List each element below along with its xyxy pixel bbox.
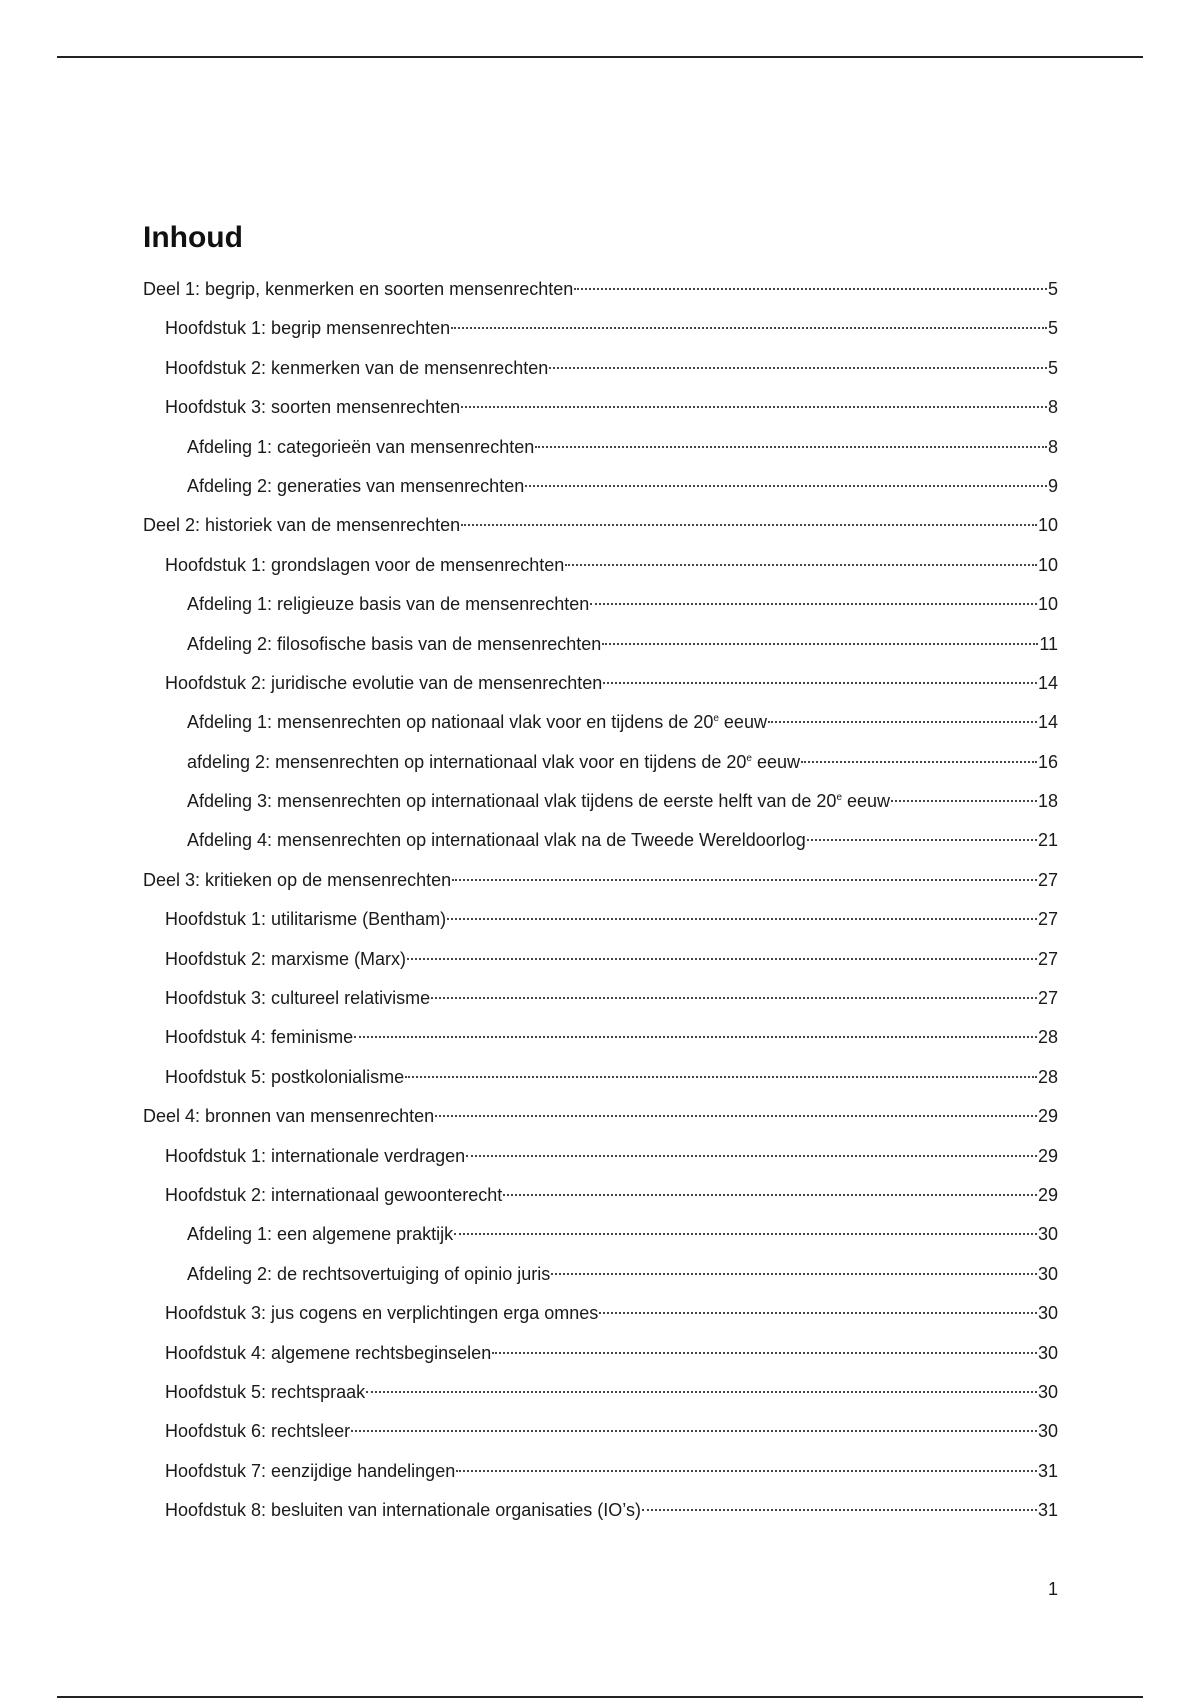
toc-entry-page: 9 [1047, 475, 1058, 496]
toc-title: Inhoud [143, 221, 243, 254]
toc-entry[interactable] [143, 508, 1058, 547]
toc-entry[interactable] [143, 863, 1058, 902]
toc-dot-leader [801, 761, 1037, 763]
toc-dot-leader [454, 1233, 1037, 1235]
toc-dot-leader [768, 721, 1037, 723]
toc-entry-text [187, 1257, 550, 1291]
toc-entry-page: 30 [1037, 1303, 1058, 1324]
toc-entry[interactable] [143, 1217, 1058, 1256]
toc-entry-label: Hoofdstuk 2: internationaal gewoonterecht [165, 1184, 503, 1205]
toc-entry-superscript: e [746, 752, 752, 764]
toc-entry-label: Deel 1: begrip, kenmerken en soorten mensenrechten [143, 279, 574, 299]
toc-dot-leader [431, 997, 1037, 999]
toc-entry[interactable] [143, 627, 1058, 666]
toc-entry-page: 5 [1047, 357, 1058, 378]
toc-entry-page: 27 [1037, 909, 1058, 930]
toc-entry-page: 30 [1037, 1421, 1058, 1442]
toc-entry-text [165, 1296, 598, 1330]
toc-entry[interactable] [143, 311, 1058, 350]
toc-entry-page: 21 [1037, 830, 1058, 851]
toc-entry-text [165, 902, 446, 936]
toc-entry-label: Hoofdstuk 8: besluiten van internationale organisaties (IO’s) [165, 1500, 641, 1521]
toc-entry-label: Hoofdstuk 4: algemene rechtsbeginselen [165, 1342, 492, 1363]
toc-entry-page: 30 [1037, 1342, 1058, 1363]
toc-entry-page: 14 [1037, 672, 1058, 693]
toc-entry-text [187, 1217, 453, 1251]
toc-entry-text [187, 823, 806, 857]
toc-entry[interactable] [143, 1178, 1058, 1217]
toc-entry-label: Hoofdstuk 1: internationale verdragen [165, 1145, 466, 1166]
toc-dot-leader [599, 1312, 1037, 1314]
toc-dot-leader [461, 406, 1047, 408]
toc-dot-leader [447, 918, 1037, 920]
toc-entry-text [165, 1139, 465, 1173]
toc-entry-page: 31 [1037, 1500, 1058, 1521]
toc-dot-leader [642, 1509, 1037, 1511]
toc-dot-leader [452, 879, 1037, 881]
toc-entry-label: Hoofdstuk 1: begrip mensenrechten [165, 318, 451, 339]
toc-dot-leader [590, 603, 1037, 605]
toc-entry-page: 10 [1037, 515, 1058, 536]
toc-entry-page: 10 [1037, 594, 1058, 615]
toc-entry-page: 29 [1037, 1184, 1058, 1205]
toc-entry-page: 27 [1037, 948, 1058, 969]
toc-entry-page: 31 [1037, 1460, 1058, 1481]
footer-rule [57, 1696, 1143, 1698]
toc-entry-label: Hoofdstuk 1: utilitarisme (Bentham) [165, 909, 447, 930]
toc-entry-text [187, 587, 589, 621]
toc-entry-page: 27 [1037, 988, 1058, 1009]
toc-entry-text [165, 351, 548, 385]
toc-entry-text [187, 469, 524, 503]
toc-entry-label: Afdeling 4: mensenrechten op internationaal vlak na de Tweede Wereldoorlog [187, 830, 806, 851]
toc-dot-leader [602, 643, 1038, 645]
toc-entry-label: Hoofdstuk 1: grondslagen voor de mensenrechten [165, 554, 565, 575]
toc-entry[interactable] [143, 1336, 1058, 1375]
toc-entry-label: Afdeling 2: generaties van mensenrechten [187, 475, 525, 496]
toc-entry-text [143, 272, 573, 306]
toc-entry-label: Hoofdstuk 4: feminisme [165, 1027, 354, 1048]
toc-entry[interactable] [143, 1375, 1058, 1414]
toc-dot-leader [565, 564, 1037, 566]
toc-entry-label: Deel 4: bronnen van mensenrechten [143, 1106, 435, 1127]
toc-entry-label: Hoofdstuk 3: cultureel relativisme [165, 988, 431, 1009]
toc-entry[interactable] [143, 784, 1058, 823]
toc-dot-leader [551, 1273, 1037, 1275]
toc-dot-leader [574, 288, 1047, 290]
toc-dot-leader [535, 446, 1047, 448]
table-of-contents [143, 272, 1058, 1533]
toc-dot-leader [549, 367, 1047, 369]
toc-entry[interactable] [143, 705, 1058, 744]
toc-entry[interactable] [143, 902, 1058, 941]
toc-entry-text [187, 627, 601, 661]
toc-entry-label: Afdeling 2: filosofische basis van de mensenrechten [187, 633, 602, 654]
toc-dot-leader [461, 524, 1037, 526]
toc-entry[interactable] [143, 666, 1058, 705]
toc-entry-label-suffix: eeuw [718, 712, 767, 733]
toc-entry[interactable] [143, 1020, 1058, 1059]
toc-entry-text [165, 942, 406, 976]
toc-entry-text [165, 390, 460, 424]
toc-entry[interactable] [143, 1060, 1058, 1099]
toc-entry[interactable] [143, 981, 1058, 1020]
toc-entry-label: Hoofdstuk 2: juridische evolutie van de mensenrechten [165, 672, 603, 693]
toc-entry-label: Hoofdstuk 5: rechtspraak [165, 1381, 366, 1402]
toc-entry-text [165, 1020, 353, 1054]
toc-dot-leader [407, 958, 1037, 960]
toc-entry-page: 30 [1037, 1381, 1058, 1402]
toc-entry-label: Hoofdstuk 2: marxisme (Marx) [165, 948, 407, 969]
toc-entry-label: Hoofdstuk 3: jus cogens en verplichtingen erga omnes [165, 1303, 599, 1324]
toc-entry-text [165, 1178, 502, 1212]
toc-entry-superscript: e [713, 713, 719, 725]
toc-entry[interactable] [143, 587, 1058, 626]
toc-entry[interactable] [143, 548, 1058, 587]
toc-entry-label: Hoofdstuk 6: rechtsleer [165, 1421, 351, 1442]
toc-entry-label: afdeling 2: mensenrechten op internationaal vlak voor en tijdens de 20 [187, 751, 747, 772]
toc-entry-label: Afdeling 3: mensenrechten op internationaal vlak tijdens de eerste helft van de 20 [187, 791, 837, 812]
toc-dot-leader [525, 485, 1047, 487]
toc-entry-label-suffix: eeuw [751, 751, 800, 772]
toc-dot-leader [451, 327, 1047, 329]
toc-entry-label: Hoofdstuk 3: soorten mensenrechten [165, 397, 461, 418]
toc-entry-text [187, 745, 800, 779]
toc-entry[interactable] [143, 1139, 1058, 1178]
toc-entry-page: 29 [1037, 1145, 1058, 1166]
toc-entry-label-suffix: eeuw [842, 791, 891, 812]
toc-entry-page: 30 [1037, 1263, 1058, 1284]
toc-entry[interactable] [143, 1414, 1058, 1453]
toc-entry-text [165, 548, 564, 582]
toc-entry[interactable] [143, 942, 1058, 981]
toc-entry-page: 27 [1037, 869, 1058, 890]
toc-entry-label: Hoofdstuk 7: eenzijdige handelingen [165, 1460, 456, 1481]
toc-entry[interactable] [143, 745, 1058, 784]
toc-entry-label: Afdeling 1: een algemene praktijk [187, 1224, 454, 1245]
toc-entry-text [165, 1493, 641, 1527]
toc-entry-page: 16 [1037, 751, 1058, 772]
toc-entry-page: 8 [1047, 436, 1058, 457]
toc-entry[interactable] [143, 823, 1058, 862]
toc-entry-text [165, 1414, 350, 1448]
toc-dot-leader [891, 800, 1037, 802]
toc-entry-text [187, 430, 534, 464]
toc-entry-text [165, 1060, 404, 1094]
toc-entry-text [165, 311, 450, 345]
toc-entry-text [143, 1099, 434, 1133]
toc-dot-leader [807, 839, 1037, 841]
toc-entry[interactable] [143, 272, 1058, 311]
toc-entry-text [187, 705, 767, 739]
toc-entry-text [165, 981, 430, 1015]
toc-entry-text [143, 863, 451, 897]
toc-entry-label: Deel 2: historiek van de mensenrechten [143, 515, 461, 536]
toc-entry-page: 11 [1039, 633, 1058, 654]
toc-dot-leader [456, 1470, 1037, 1472]
toc-dot-leader [405, 1076, 1037, 1078]
toc-entry-text [187, 784, 890, 818]
toc-entry-label: Hoofdstuk 5: postkolonialisme [165, 1066, 405, 1087]
toc-entry[interactable] [143, 390, 1058, 429]
toc-entry[interactable] [143, 430, 1058, 469]
toc-entry-page: 5 [1047, 318, 1058, 339]
toc-dot-leader [503, 1194, 1037, 1196]
toc-entry-page: 18 [1037, 791, 1058, 812]
toc-entry[interactable] [143, 469, 1058, 508]
toc-dot-leader [366, 1391, 1037, 1393]
toc-entry[interactable] [143, 1493, 1058, 1532]
toc-dot-leader [492, 1352, 1037, 1354]
toc-entry-label: Afdeling 1: religieuze basis van de mensenrechten [187, 594, 590, 615]
toc-entry[interactable] [143, 1454, 1058, 1493]
toc-entry-superscript: e [836, 792, 842, 804]
header-rule [57, 56, 1143, 58]
toc-entry-label: Deel 3: kritieken op de mensenrechten [143, 869, 452, 890]
toc-entry-label: Afdeling 1: categorieën van mensenrechten [187, 436, 535, 457]
toc-entry-label: Hoofdstuk 2: kenmerken van de mensenrechten [165, 357, 549, 378]
page-number: 1 [1047, 1579, 1058, 1599]
toc-entry[interactable] [143, 1296, 1058, 1335]
toc-entry-page: 5 [1047, 279, 1058, 299]
toc-entry-text [165, 666, 602, 700]
toc-entry-page: 8 [1047, 397, 1058, 418]
toc-entry-page: 30 [1037, 1224, 1058, 1245]
toc-entry[interactable] [143, 1257, 1058, 1296]
toc-entry-text [165, 1454, 455, 1488]
toc-entry-page: 28 [1037, 1066, 1058, 1087]
toc-dot-leader [354, 1036, 1037, 1038]
toc-entry-page: 10 [1037, 554, 1058, 575]
toc-entry-page: 14 [1037, 712, 1058, 733]
toc-entry-text [165, 1375, 365, 1409]
toc-entry[interactable] [143, 1099, 1058, 1138]
toc-entry-label: Afdeling 2: de rechtsovertuiging of opinio juris [187, 1263, 551, 1284]
toc-entry-page: 29 [1037, 1106, 1058, 1127]
toc-entry[interactable] [143, 351, 1058, 390]
toc-entry-label: Afdeling 1: mensenrechten op nationaal vlak voor en tijdens de 20 [187, 712, 714, 733]
toc-dot-leader [435, 1115, 1037, 1117]
toc-dot-leader [351, 1430, 1037, 1432]
toc-entry-text [143, 508, 460, 542]
toc-dot-leader [466, 1155, 1037, 1157]
toc-dot-leader [603, 682, 1037, 684]
toc-entry-text [165, 1336, 491, 1370]
toc-entry-page: 28 [1037, 1027, 1058, 1048]
